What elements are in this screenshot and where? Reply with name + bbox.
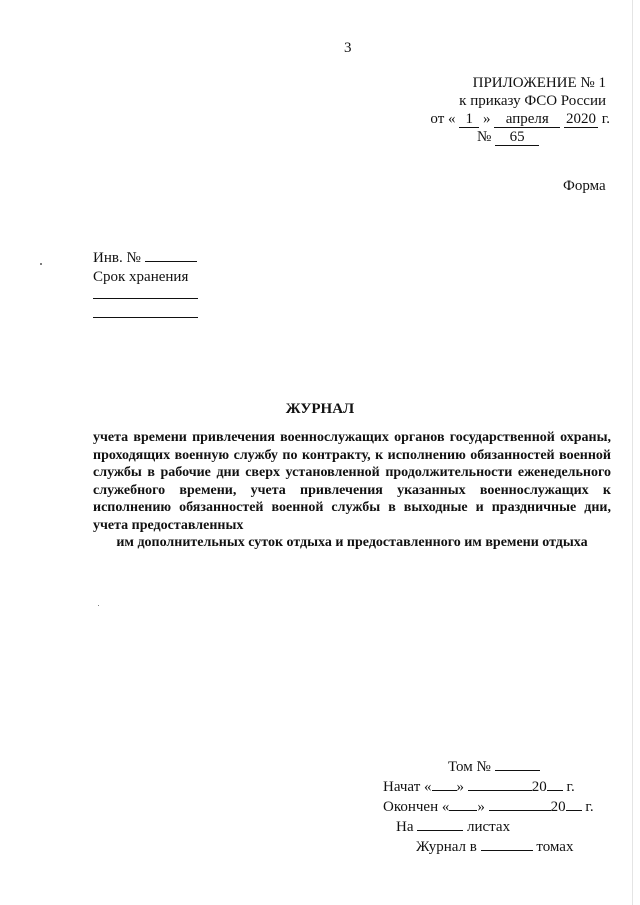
sheets-label: листах (467, 819, 511, 835)
journal-description-last: им дополнительных суток отдыха и предоставленного им времени отдыха (116, 535, 588, 550)
date-prefix: от « (430, 111, 456, 127)
storage-blank-line-2 (93, 317, 198, 318)
volumes-row (380, 837, 610, 857)
ended-day-blank (449, 797, 477, 811)
ended-year-suffix: г. (585, 799, 594, 815)
ended-quote-close: » (477, 799, 485, 815)
journal-description-main: учета времени привлечения военнослужащих органов государственной охраны, проходящих военную службу по контракту, к исполнению обязанностей военной службы в рабочие дни сверх установленной продолжительности еженедельного служебного времени, учета привлечения указанных военнослужащих к исполнению обязанностей военной службы в выходные и праздничные дни, учета предоставленных (93, 430, 611, 533)
order-number: 65 (495, 130, 539, 146)
sheets-row (380, 817, 610, 837)
volume-block (380, 757, 610, 857)
journal-title: ЖУРНАЛ (285, 401, 355, 417)
scan-speck (98, 605, 99, 606)
date-month: апреля (494, 112, 560, 128)
date-day: 1 (459, 112, 479, 128)
volume-number-label: Том № (448, 759, 491, 775)
journal-description (93, 429, 611, 552)
date-year-suffix: г. (601, 111, 610, 127)
page-number: 3 (344, 40, 352, 56)
started-year-suffix: г. (566, 779, 575, 795)
volume-number-blank (495, 757, 540, 771)
appendix-order-ref: к приказу ФСО России (459, 93, 606, 109)
inventory-number-blank (145, 248, 197, 262)
volume-number-row (380, 757, 610, 777)
date-quote-close: » (483, 111, 491, 127)
started-month-blank (468, 777, 532, 791)
sheets-on-label: На (396, 819, 414, 835)
appendix-title: ПРИЛОЖЕНИЕ № 1 (472, 75, 606, 91)
storage-blank-line-1 (93, 298, 198, 299)
ended-month-blank (489, 797, 551, 811)
scan-speck (40, 263, 42, 265)
volumes-count-blank (481, 837, 533, 851)
appendix-number (400, 128, 610, 146)
storage-period-label: Срок хранения (93, 269, 189, 285)
number-prefix: № (477, 129, 492, 145)
form-label: Форма (563, 178, 606, 194)
inventory-number-label: Инв. № (93, 250, 141, 266)
journal-in-label: Журнал в (416, 839, 477, 855)
started-row (380, 777, 610, 797)
appendix-header (400, 74, 610, 146)
ended-row (380, 797, 610, 817)
sheets-count-blank (417, 817, 463, 831)
ended-year-prefix: 20 (550, 799, 566, 815)
page-edge (632, 0, 633, 905)
appendix-date (400, 110, 610, 128)
ended-label: Окончен « (383, 799, 450, 815)
date-year: 2020 (566, 111, 597, 127)
started-year-prefix: 20 (531, 779, 547, 795)
ended-year-blank (566, 797, 582, 811)
volumes-label: томах (536, 839, 574, 855)
inventory-block (93, 248, 197, 287)
started-day-blank (432, 777, 457, 791)
inventory-number-row (93, 248, 197, 268)
started-year-blank (547, 777, 563, 791)
started-label: Начат « (383, 779, 432, 795)
started-quote-close: » (456, 779, 465, 795)
